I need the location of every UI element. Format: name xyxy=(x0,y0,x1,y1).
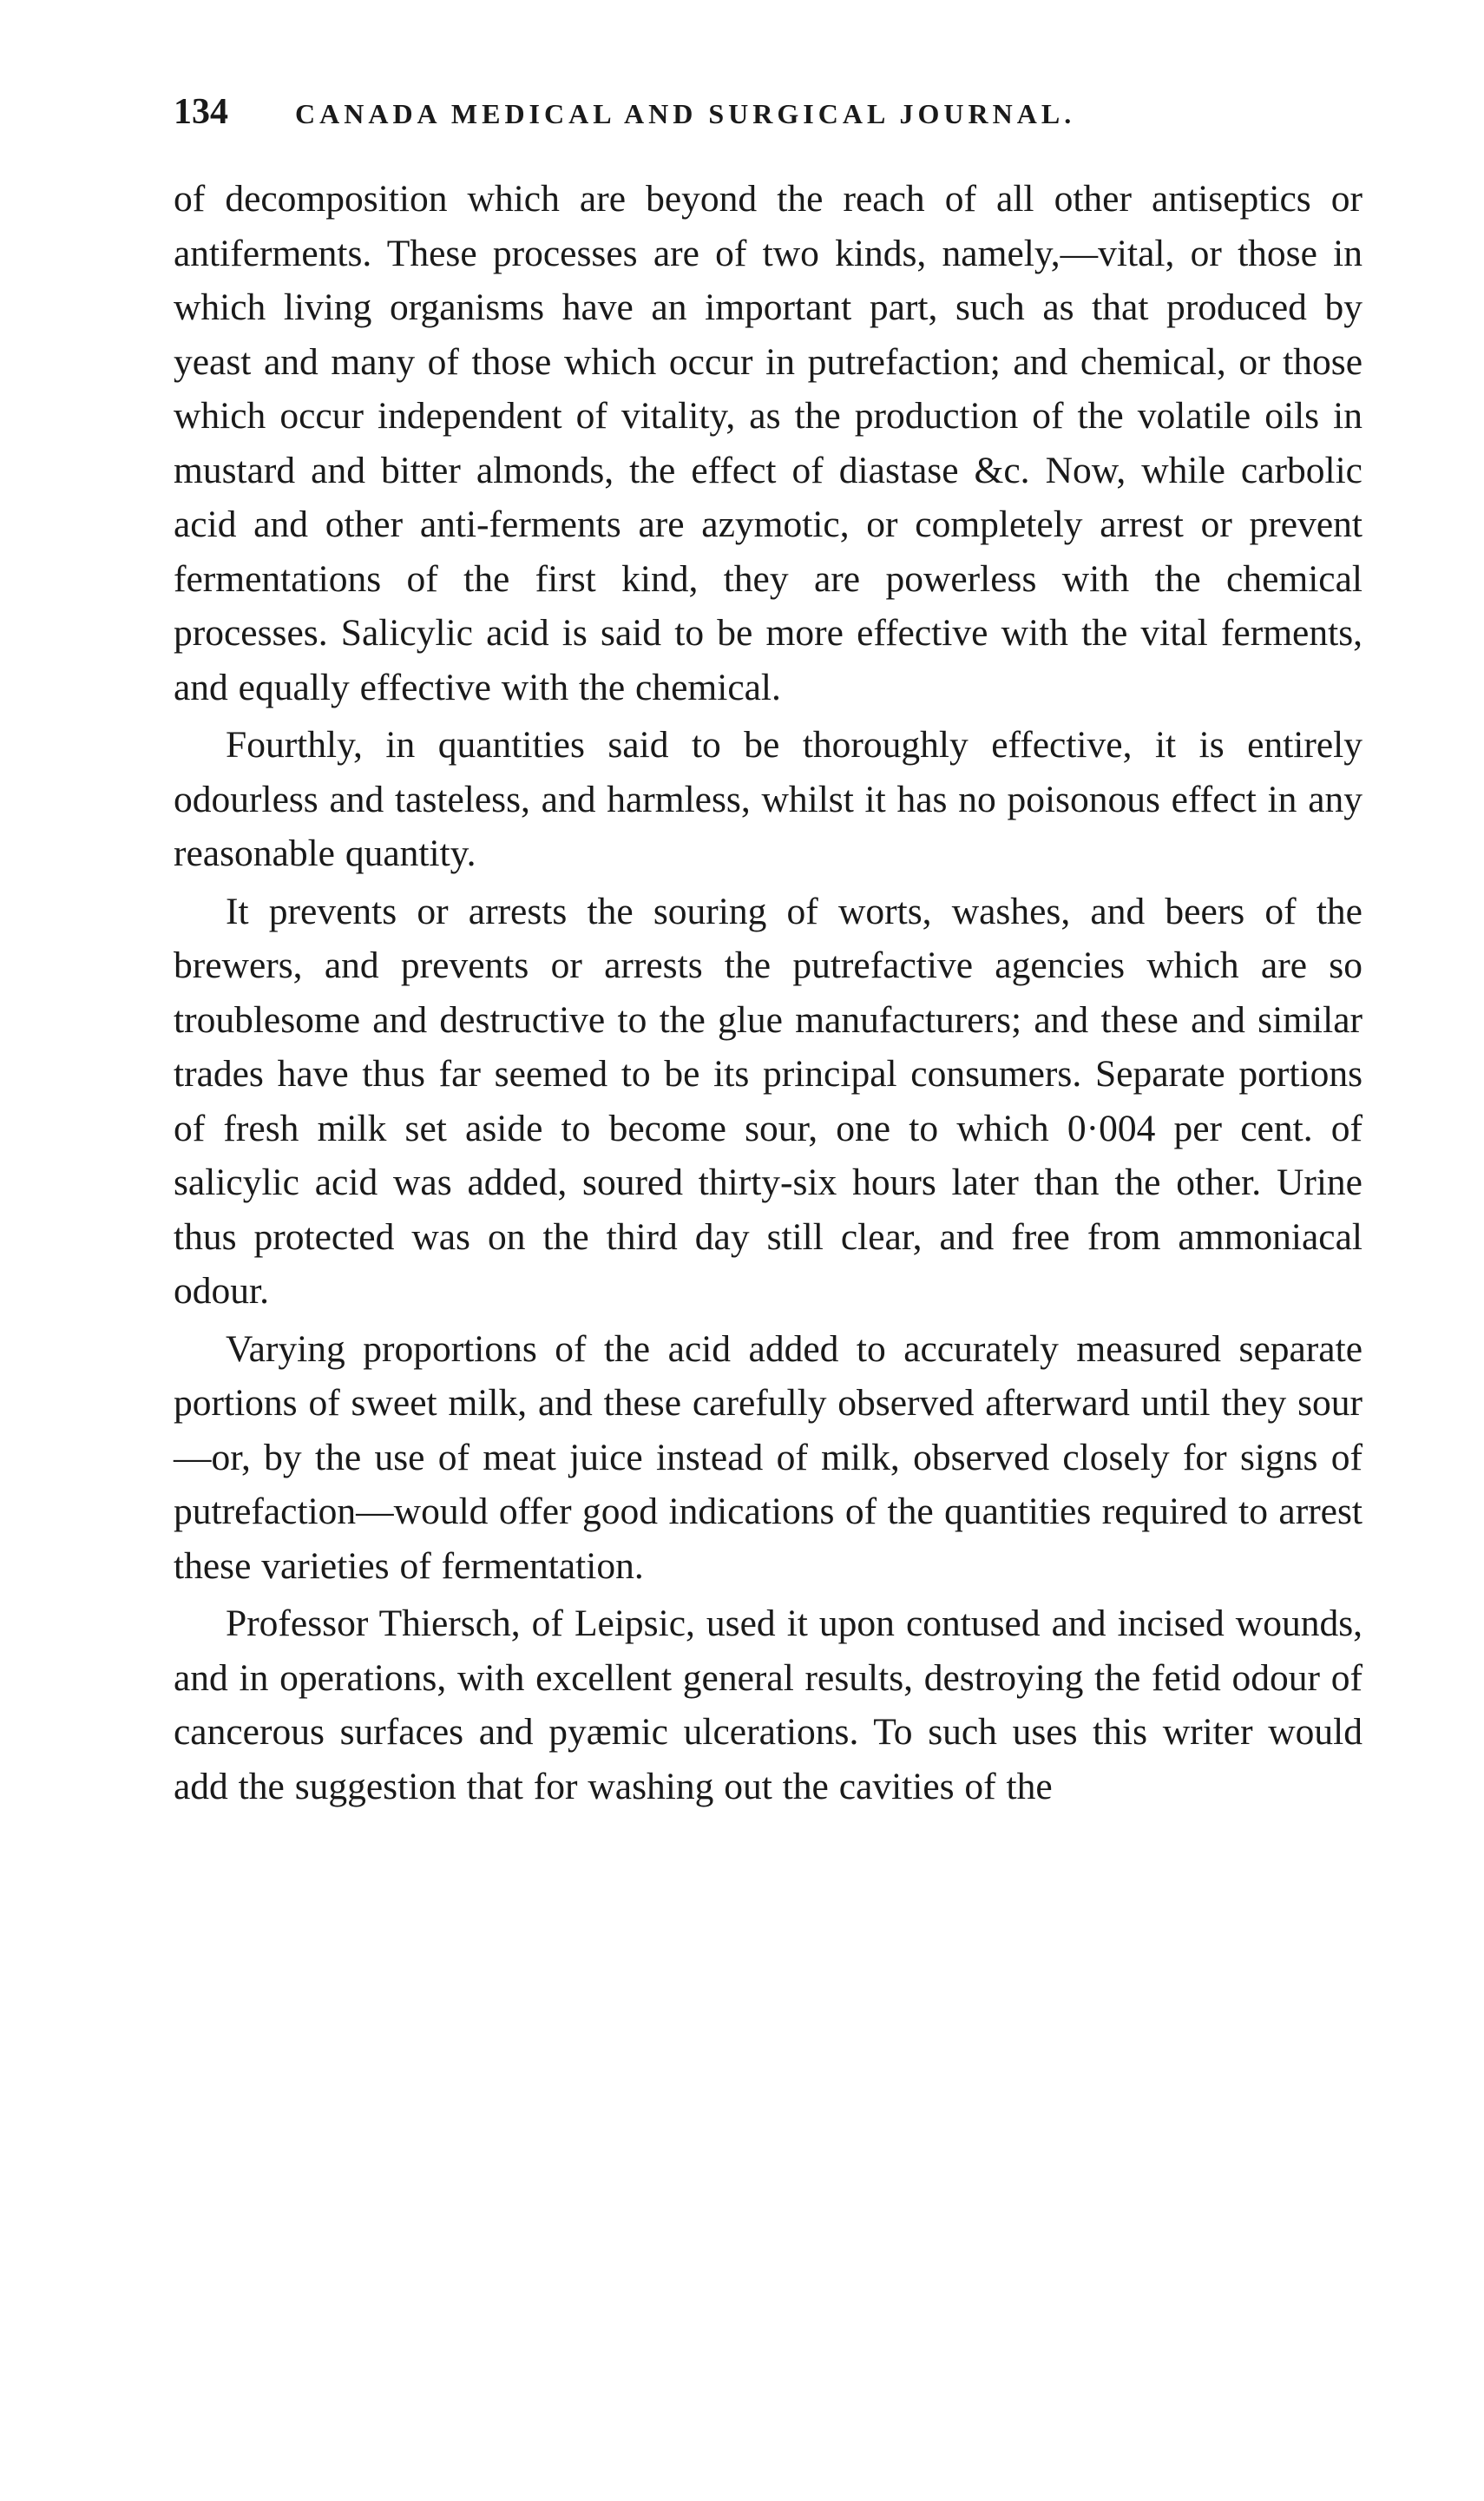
paragraph-fourthly: Fourthly, in quantities said to be thoroughly effective, it is entirely odourless and tasteless, and harmless, whilst it has no poisonous effect in any reasonable quantity. xyxy=(174,724,1363,874)
paragraph-souring: It prevents or arrests the souring of worts, washes, and beers of the brewers, and prevents or arrests the putrefactive agencies which are so troublesome and destructive to the glue manufacturers; and these and similar trades have thus far seemed to be its principal consumers. Separate portions of fresh milk set aside to become sour, one to which 0·004 per cent. of salicylic acid was added, soured thirty-six hours later than the other. Urine thus protected was on the third day still clear, and free from ammoniacal odour. xyxy=(174,890,1363,1312)
paragraph-thiersch: Professor Thiersch, of Leipsic, used it upon contused and incised wounds, and in operations, with excellent general results, destroying the fetid odour of cancerous surfaces and pyæmic ulcerations. To such uses this writer would add the suggestion that for washing out the cavities of the xyxy=(174,1603,1363,1807)
page-number: 134 xyxy=(174,92,228,132)
paragraph-continuation: of decomposition which are beyond the reach of all other antiseptics or antiferments. These processes are of two kinds, namely,—vital, or those in which living organisms have an important part, such as that produced by yeast and many of those which occur in putrefaction; and chemical, or those which occur independent of vitality, as the production of the volatile oils in mustard and bitter almonds, the effect of diastase &c. Now, while carbolic acid and other anti-ferments are azymotic, or completely arrest or prevent fermentations of the first kind, they are powerless with the chemical processes. Salicylic acid is said to be more effective with the vital ferments, and equally effective with the chemical. xyxy=(174,178,1363,708)
journal-title: CANADA MEDICAL AND SURGICAL JOURNAL. xyxy=(295,98,1076,129)
running-head xyxy=(174,91,1363,143)
paragraph-proportions: Varying proportions of the acid added to accurately measured separate portions of sweet milk, and these carefully observed afterward until they sour—or, by the use of meat juice instead of milk, observed closely for signs of putrefaction—would offer good indications of the quantities required to arrest these varieties of fermentation. xyxy=(174,1327,1363,1587)
body-text xyxy=(174,172,1363,1813)
book-page xyxy=(174,0,1363,2501)
